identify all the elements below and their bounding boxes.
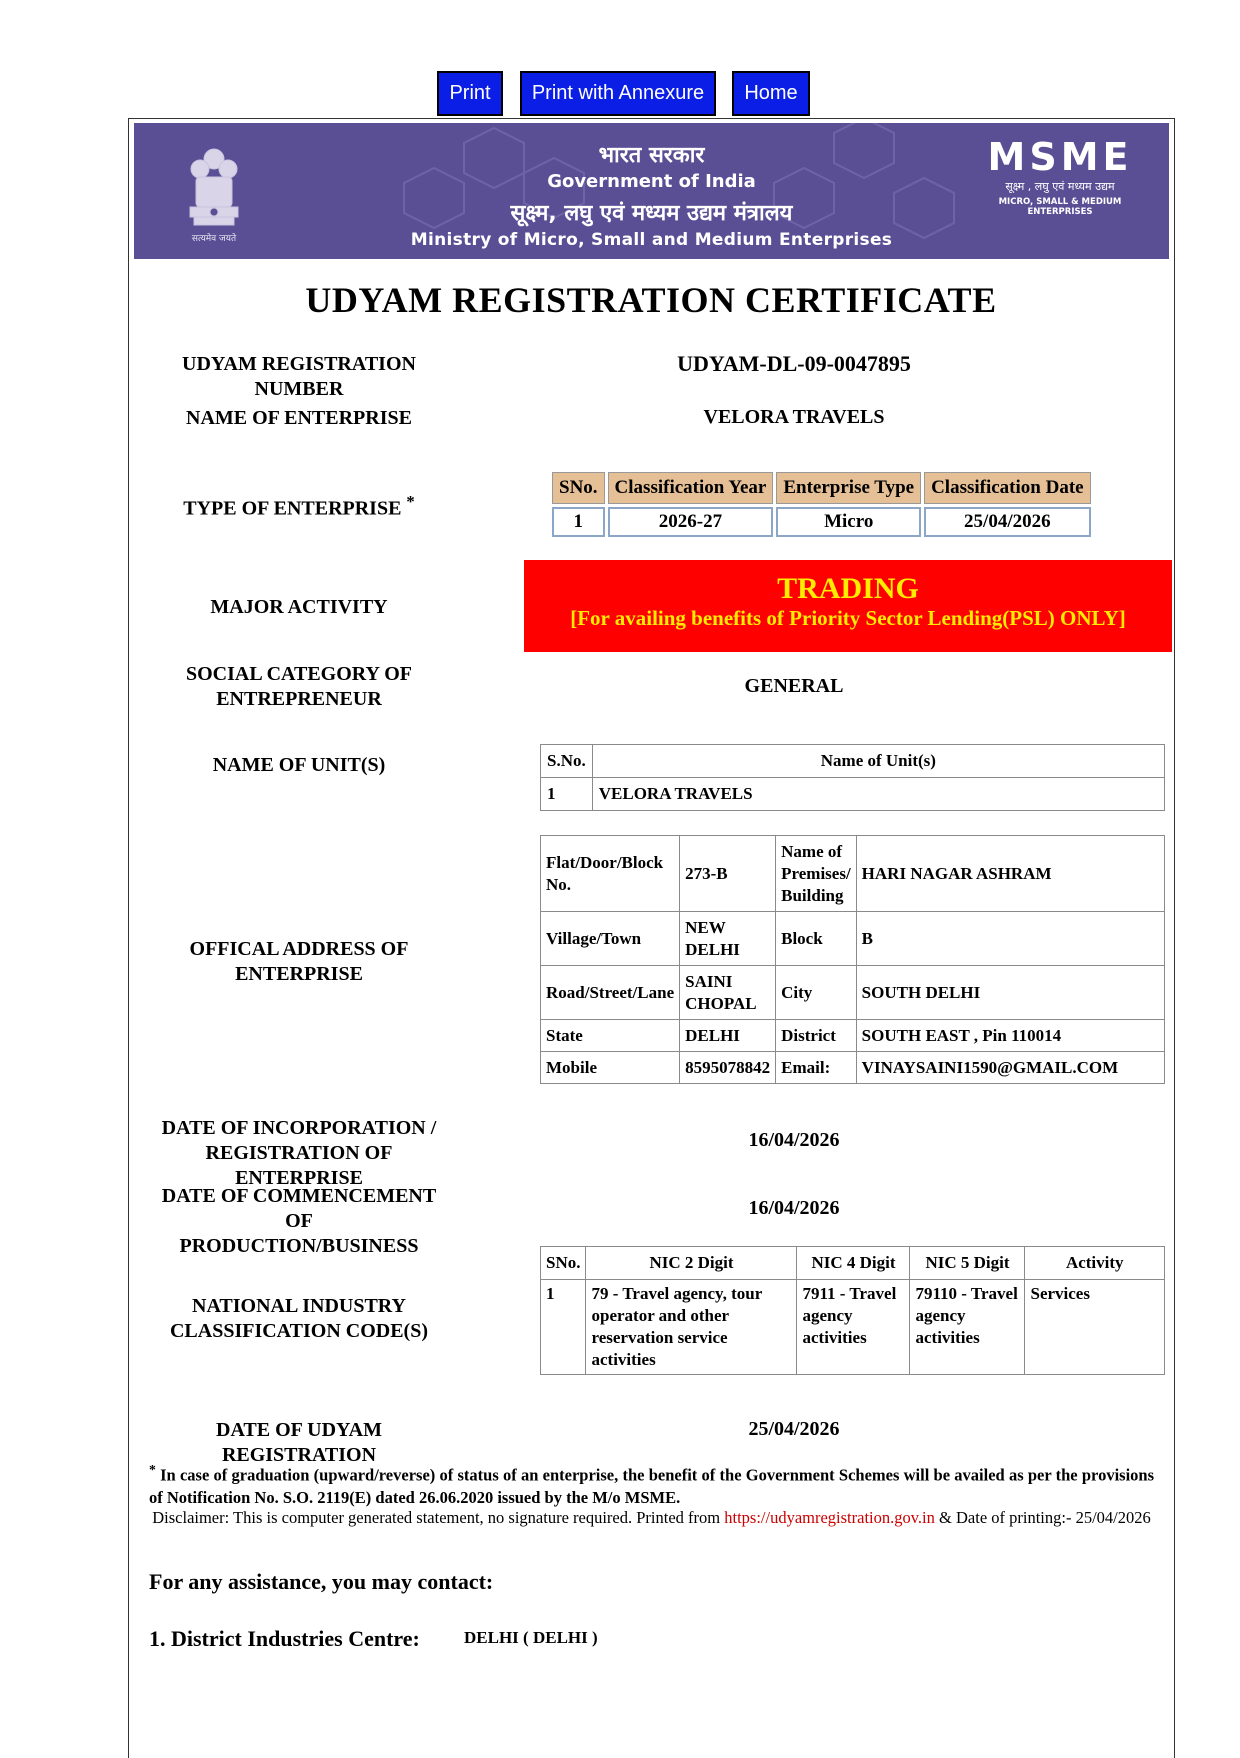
udyam-date-label: DATE OF UDYAM REGISTRATION [216, 1419, 382, 1466]
disclaimer [149, 1507, 1154, 1529]
incorporation-label-line1: DATE OF INCORPORATION / [161, 1117, 437, 1139]
commencement-label-line2: PRODUCTION/BUSINESS [179, 1235, 419, 1257]
incorporation-value: 16/04/2026 [748, 1129, 840, 1151]
table-row [552, 507, 1091, 537]
social-category-label-line1: SOCIAL CATEGORY OF [186, 663, 412, 685]
table-cell: 25/04/2026 [924, 507, 1091, 537]
assistance-heading: For any assistance, you may contact: [149, 1569, 494, 1594]
address-table [540, 835, 1165, 1084]
major-activity-value: TRADING [777, 572, 919, 605]
table-header: S.No. [541, 745, 593, 778]
action-bar [0, 71, 1240, 119]
units-table [540, 744, 1165, 811]
city-value: SOUTH DELHI [856, 966, 1164, 1020]
msme-logo-hindi: सूक्ष्म , लघु एवं मध्यम उद्यम [1005, 180, 1115, 193]
village-label: Village/Town [541, 912, 680, 966]
table-row [541, 912, 1165, 966]
table-cell: 1 [552, 507, 605, 537]
address-label-line1: OFFICAL ADDRESS OF [189, 938, 409, 960]
district-value: SOUTH EAST , Pin 110014 [856, 1020, 1164, 1052]
commencement-label-line1: DATE OF COMMENCEMENT OF [161, 1185, 437, 1232]
enterprise-name-label: NAME OF ENTERPRISE [186, 407, 412, 429]
msme-logo [980, 137, 1140, 177]
table-header: SNo. [541, 1247, 586, 1280]
flat-value: 273-B [680, 836, 776, 912]
table-header: Classification Date [924, 472, 1091, 504]
road-value: SAINI CHOPAL [680, 966, 776, 1020]
nic-label [149, 1294, 449, 1344]
print-with-annexure-button[interactable]: Print with Annexure [520, 71, 716, 116]
table-cell: 1 [541, 778, 593, 811]
table-row [541, 966, 1165, 1020]
table-cell: Services [1025, 1280, 1165, 1375]
road-label: Road/Street/Lane [541, 966, 680, 1020]
email-value: VINAYSAINI1590@GMAIL.COM [856, 1052, 1164, 1084]
certificate-title: UDYAM REGISTRATION CERTIFICATE [305, 280, 997, 320]
state-label: State [541, 1020, 680, 1052]
table-row [541, 836, 1165, 912]
email-label: Email: [776, 1052, 857, 1084]
hindi-ministry-text: सूक्ष्म, लघु एवं मध्यम उद्यम मंत्रालय [510, 201, 793, 226]
table-header-row [552, 472, 1091, 504]
mobile-label: Mobile [541, 1052, 680, 1084]
table-header: Enterprise Type [776, 472, 921, 504]
commencement-value: 16/04/2026 [748, 1197, 840, 1219]
city-label: City [776, 966, 857, 1020]
nic-table [540, 1246, 1165, 1375]
major-activity-note: [For availing benefits of Priority Sector Lending(PSL) ONLY] [570, 606, 1126, 630]
home-button[interactable]: Home [732, 71, 810, 116]
disclaimer-suffix: & Date of printing:- 25/04/2026 [934, 1508, 1151, 1527]
incorporation-label-line2: REGISTRATION OF ENTERPRISE [205, 1142, 393, 1189]
major-activity-box [524, 560, 1172, 652]
footnote [149, 1459, 1154, 1509]
disclaimer-prefix: Disclaimer: This is computer generated statement, no signature required. Printed from [152, 1508, 725, 1527]
mobile-value: 8595078842 [680, 1052, 776, 1084]
government-of-india-text: Government of India [547, 171, 756, 192]
premises-value: HARI NAGAR ASHRAM [856, 836, 1164, 912]
table-cell: 7911 - Travel agency activities [797, 1280, 910, 1375]
svg-text:MSME: MSME [987, 137, 1133, 177]
hindi-government-text: भारत सरकार [598, 143, 705, 168]
emblem-caption: सत्यमेव जयते [191, 234, 237, 244]
major-activity-label: MAJOR ACTIVITY [210, 596, 388, 618]
dic-value: DELHI ( DELHI ) [464, 1628, 598, 1647]
nic-label-line1: NATIONAL INDUSTRY [192, 1295, 406, 1317]
table-header-row [541, 1247, 1165, 1280]
table-row [541, 1052, 1165, 1084]
enterprise-type-label-text: TYPE OF ENTERPRISE [183, 497, 402, 520]
registration-number-value: UDYAM-DL-09-0047895 [677, 351, 911, 376]
incorporation-label [149, 1116, 449, 1191]
table-header: Name of Unit(s) [592, 745, 1164, 778]
address-label-line2: ENTERPRISE [235, 963, 363, 985]
msme-logo-english: MICRO, SMALL & MEDIUM ENTERPRISES [998, 197, 1122, 217]
ministry-banner [134, 123, 1169, 259]
table-cell: 1 [541, 1280, 586, 1375]
social-category-value: GENERAL [744, 675, 844, 697]
table-cell: Micro [776, 507, 921, 537]
ministry-text: Ministry of Micro, Small and Medium Enterprises [410, 230, 893, 250]
table-header: NIC 4 Digit [797, 1247, 910, 1280]
enterprise-type-label [149, 489, 449, 522]
table-header: Activity [1025, 1247, 1165, 1280]
district-label: District [776, 1020, 857, 1052]
village-value: NEW DELHI [680, 912, 776, 966]
certificate [128, 118, 1175, 1758]
nic-label-line2: CLASSIFICATION CODE(S) [169, 1320, 428, 1342]
print-button[interactable]: Print [437, 71, 503, 116]
table-cell: 79110 - Travel agency activities [910, 1280, 1025, 1375]
footnote-text: In case of graduation (upward/reverse) of status of an enterprise, the benefit of the Government Schemes will be availed as per the provisions of Notification No. S.O. 2119(E) dated 26.06.2020 issued by the M/o MSME. [149, 1465, 1155, 1507]
asterisk-mark: * [406, 492, 415, 511]
units-label: NAME OF UNIT(S) [212, 754, 386, 776]
flat-label: Flat/Door/Block No. [541, 836, 680, 912]
registration-number-label: UDYAM REGISTRATION NUMBER [182, 353, 416, 400]
address-label [149, 937, 449, 987]
table-cell: 2026-27 [608, 507, 774, 537]
table-header: SNo. [552, 472, 605, 504]
social-category-label-line2: ENTREPRENEUR [216, 688, 382, 710]
footnote-mark: * [149, 1462, 156, 1477]
table-header-row [541, 745, 1165, 778]
table-row [541, 778, 1165, 811]
classification-table [549, 469, 1094, 540]
table-row [541, 1280, 1165, 1375]
table-header: Classification Year [608, 472, 774, 504]
table-cell: 79 - Travel agency, tour operator and other reservation service activities [586, 1280, 797, 1375]
block-value: B [856, 912, 1164, 966]
table-header: NIC 2 Digit [586, 1247, 797, 1280]
enterprise-name-value: VELORA TRAVELS [703, 406, 885, 428]
table-row [541, 1020, 1165, 1052]
table-header: NIC 5 Digit [910, 1247, 1025, 1280]
udyam-date-value: 25/04/2026 [748, 1418, 840, 1440]
state-value: DELHI [680, 1020, 776, 1052]
block-label: Block [776, 912, 857, 966]
commencement-label [149, 1184, 449, 1259]
udyam-website-link[interactable]: https://udyamregistration.gov.in [724, 1508, 935, 1527]
premises-label: Name of Premises/ Building [776, 836, 857, 912]
social-category-label [149, 662, 449, 712]
dic-label: 1. District Industries Centre: [149, 1626, 420, 1651]
table-cell: VELORA TRAVELS [592, 778, 1164, 811]
